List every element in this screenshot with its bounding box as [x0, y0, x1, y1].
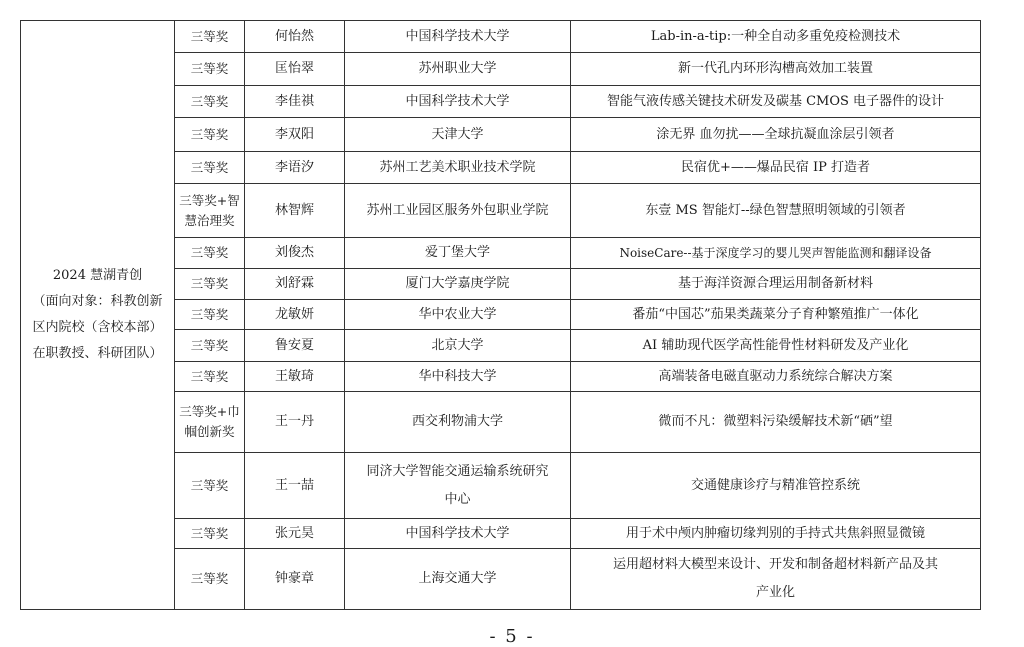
award-cell: 三等奖	[175, 21, 245, 53]
project-cell: 交通健康诊疗与精准管控系统	[571, 453, 981, 519]
school-cell: 厦门大学嘉庚学院	[345, 269, 571, 300]
award-cell: 三等奖	[175, 269, 245, 300]
project-line: 运用超材料大模型来设计、开发和制备超材料新产品及其	[612, 557, 938, 572]
name-cell: 李语汐	[245, 152, 345, 184]
school-cell: 北京大学	[345, 330, 571, 362]
page-number: - 5 -	[489, 626, 535, 647]
award-cell: 三等奖	[175, 549, 245, 610]
group-label-line: 2024 慧湖青创	[52, 268, 143, 283]
award-line: 慧治理奖	[184, 212, 235, 228]
name-cell: 王敏琦	[245, 362, 345, 392]
school-cell: 苏州工业园区服务外包职业学院	[345, 184, 571, 238]
school-line: 中心	[444, 491, 471, 507]
name-cell: 张元昊	[245, 519, 345, 549]
project-cell: 用于术中颅内肿瘤切缘判别的手持式共焦斜照显微镜	[571, 519, 981, 549]
school-cell: 西交利物浦大学	[345, 392, 571, 453]
name-cell: 李双阳	[245, 118, 345, 152]
name-cell: 钟豪章	[245, 549, 345, 610]
school-cell: 爱丁堡大学	[345, 238, 571, 269]
award-line: 三等奖+巾	[179, 404, 240, 419]
group-label-line: 在职教授、科研团队）	[32, 346, 163, 361]
school-cell: 华中农业大学	[345, 300, 571, 330]
name-cell: 何怡然	[245, 21, 345, 53]
award-cell: 三等奖	[175, 152, 245, 184]
award-cell: 三等奖	[175, 519, 245, 549]
project-cell: 民宿优+——爆品民宿 IP 打造者	[571, 152, 981, 184]
name-cell: 李佳祺	[245, 86, 345, 118]
group-label-cell	[21, 21, 175, 610]
school-cell: 苏州职业大学	[345, 53, 571, 86]
school-cell: 华中科技大学	[345, 362, 571, 392]
name-cell: 鲁安夏	[245, 330, 345, 362]
project-cell: 涂无界 血勿扰——全球抗凝血涂层引领者	[571, 118, 981, 152]
award-cell	[175, 184, 245, 238]
award-cell	[175, 392, 245, 453]
name-cell: 刘俊杰	[245, 238, 345, 269]
project-cell: Lab-in-a-tip:一种全自动多重免疫检测技术	[571, 21, 981, 53]
school-cell: 苏州工艺美术职业技术学院	[345, 152, 571, 184]
name-cell: 王一喆	[245, 453, 345, 519]
award-line: 三等奖+智	[179, 192, 240, 208]
school-line: 同济大学智能交通运输系统研究	[366, 463, 549, 479]
school-cell: 中国科学技术大学	[345, 519, 571, 549]
group-label-line: 区内院校（含校本部）	[32, 320, 163, 335]
school-cell: 上海交通大学	[345, 549, 571, 610]
project-cell: 高端装备电磁直驱动力系统综合解决方案	[571, 362, 981, 392]
project-cell	[571, 549, 981, 610]
project-cell: 微而不凡：微塑料污染缓解技术新“硒”望	[571, 392, 981, 453]
award-cell: 三等奖	[175, 118, 245, 152]
award-cell: 三等奖	[175, 238, 245, 269]
name-cell: 林智辉	[245, 184, 345, 238]
table-row	[21, 21, 981, 53]
name-cell: 龙敏妍	[245, 300, 345, 330]
school-cell	[345, 453, 571, 519]
award-cell: 三等奖	[175, 330, 245, 362]
school-cell: 中国科学技术大学	[345, 21, 571, 53]
award-line: 帼创新奖	[184, 424, 235, 439]
project-line: 产业化	[755, 585, 795, 600]
name-cell: 刘舒霖	[245, 269, 345, 300]
award-table	[20, 20, 981, 610]
group-label-line: （面向对象：科教创新	[32, 294, 163, 309]
project-cell: 智能气液传感关键技术研发及碳基 CMOS 电子器件的设计	[571, 86, 981, 118]
project-cell: 基于海洋资源合理运用制备新材料	[571, 269, 981, 300]
school-cell: 中国科学技术大学	[345, 86, 571, 118]
school-cell: 天津大学	[345, 118, 571, 152]
name-cell: 王一丹	[245, 392, 345, 453]
award-cell: 三等奖	[175, 453, 245, 519]
project-cell: 东壹 MS 智能灯--绿色智慧照明领域的引领者	[571, 184, 981, 238]
name-cell: 匡怡翠	[245, 53, 345, 86]
award-cell: 三等奖	[175, 300, 245, 330]
award-cell: 三等奖	[175, 362, 245, 392]
project-cell: 番茄“中国芯”茄果类蔬菜分子育种繁殖推广一体化	[571, 300, 981, 330]
project-cell: 新一代孔内环形沟槽高效加工装置	[571, 53, 981, 86]
award-cell: 三等奖	[175, 53, 245, 86]
project-cell: AI 辅助现代医学高性能骨性材料研发及产业化	[571, 330, 981, 362]
award-cell: 三等奖	[175, 86, 245, 118]
project-cell: NoiseCare--基于深度学习的婴儿哭声智能监测和翻译设备	[571, 238, 981, 269]
